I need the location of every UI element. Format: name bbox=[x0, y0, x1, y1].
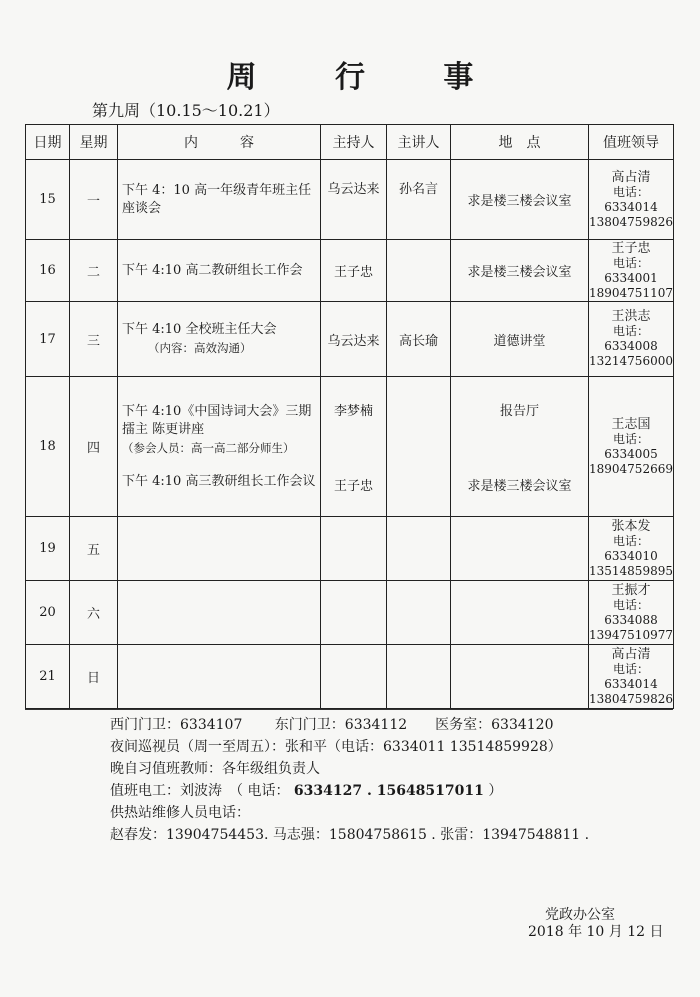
table-row bbox=[26, 160, 674, 240]
row-speaker bbox=[387, 517, 451, 581]
row-date: 16 bbox=[26, 240, 70, 302]
table-row bbox=[26, 377, 674, 517]
row-date: 15 bbox=[26, 160, 70, 240]
schedule-table bbox=[25, 124, 674, 709]
leader-phone: 电话：6334008 bbox=[604, 324, 658, 353]
header-speaker: 主讲人 bbox=[387, 125, 451, 160]
table-header-row bbox=[26, 125, 674, 160]
row-host bbox=[321, 645, 387, 709]
page-title: 周 行 事 bbox=[226, 60, 508, 95]
row-weekday: 三 bbox=[70, 302, 118, 377]
leader-phone: 电话：6334005 bbox=[604, 431, 658, 461]
row-weekday: 五 bbox=[70, 517, 118, 581]
row-speaker: 孙名言 bbox=[387, 160, 451, 240]
row-speaker bbox=[387, 240, 451, 302]
leader-mobile: 18904752669 bbox=[589, 461, 673, 476]
content-line: 下午 4:10 全校班主任大会 bbox=[122, 322, 277, 337]
content-line: 下午 4:10《中国诗词大会》三期擂主 陈更讲座 bbox=[122, 403, 312, 437]
footer-gates: 西门门卫：6334107 东门门卫：6334112 医务室：6334120 bbox=[110, 717, 554, 733]
signature-office: 党政办公室 bbox=[545, 907, 615, 923]
row-content bbox=[118, 645, 321, 709]
row-leader bbox=[589, 581, 674, 645]
row-weekday: 日 bbox=[70, 645, 118, 709]
footer-heating-label: 供热站维修人员电话： bbox=[110, 805, 250, 821]
row-weekday: 六 bbox=[70, 581, 118, 645]
leader-phone: 电话：6334010 bbox=[604, 533, 658, 563]
row-place bbox=[451, 377, 589, 517]
row-speaker bbox=[387, 377, 451, 517]
footer-study: 晚自习值班教师：各年级组负责人 bbox=[110, 761, 320, 777]
leader-phone: 电话：6334088 bbox=[604, 597, 658, 627]
header-host: 主持人 bbox=[321, 125, 387, 160]
row-host: 乌云达来 bbox=[321, 160, 387, 240]
header-weekday: 星期 bbox=[70, 125, 118, 160]
row-leader bbox=[589, 517, 674, 581]
footer-patrol: 夜间巡视员（周一至周五）：张和平（电话：6334011 13514859928） bbox=[110, 739, 562, 755]
row-leader bbox=[589, 302, 674, 377]
table-row bbox=[26, 581, 674, 645]
row-host bbox=[321, 377, 387, 517]
leader-phone: 电话：6334001 bbox=[604, 255, 658, 285]
row-place bbox=[451, 645, 589, 709]
leader-mobile: 13804759826 bbox=[589, 691, 673, 706]
row-place bbox=[451, 581, 589, 645]
electrician-label: 值班电工：刘波涛 （ 电话： bbox=[110, 783, 290, 799]
leader-mobile: 18904751107 bbox=[589, 285, 673, 300]
row-place: 求是楼三楼会议室 bbox=[451, 240, 589, 302]
week-label: 第九周（10.15～10.21） bbox=[92, 101, 280, 120]
row-date: 17 bbox=[26, 302, 70, 377]
row-place: 求是楼三楼会议室 bbox=[451, 160, 589, 240]
row-speaker bbox=[387, 645, 451, 709]
leader-name: 王洪志 bbox=[611, 309, 651, 324]
leader-phone: 电话：6334014 bbox=[604, 661, 658, 691]
leader-phone: 电话：6334014 bbox=[604, 184, 658, 214]
row-weekday: 二 bbox=[70, 240, 118, 302]
row-content bbox=[118, 377, 321, 517]
row-date: 18 bbox=[26, 377, 70, 517]
leader-name: 王子忠 bbox=[611, 240, 651, 256]
leader-name: 王振才 bbox=[611, 582, 651, 598]
electrician-end: ） bbox=[488, 783, 503, 799]
row-host: 王子忠 bbox=[321, 240, 387, 302]
header-content: 内 容 bbox=[118, 125, 321, 160]
row-weekday: 一 bbox=[70, 160, 118, 240]
leader-mobile: 13214756000 bbox=[589, 354, 673, 368]
place-name: 报告厅 bbox=[499, 403, 539, 419]
place-name: 求是楼三楼会议室 bbox=[467, 478, 572, 494]
row-content bbox=[118, 517, 321, 581]
leader-name: 王志国 bbox=[611, 416, 651, 432]
electrician-phones: 6334127 . 15648517011 bbox=[293, 783, 484, 799]
content-line: 下午 4:10 高三教研组长工作会议 bbox=[122, 473, 316, 489]
leader-mobile: 13514859895 bbox=[589, 563, 673, 578]
header-leader: 值班领导 bbox=[589, 125, 674, 160]
row-leader bbox=[589, 160, 674, 240]
row-leader bbox=[589, 240, 674, 302]
table-bottom-rule bbox=[25, 709, 673, 710]
row-speaker: 高长瑜 bbox=[387, 302, 451, 377]
table-row bbox=[26, 645, 674, 709]
leader-mobile: 13804759826 bbox=[589, 214, 673, 229]
row-leader bbox=[589, 377, 674, 517]
content-note: （参会人员：高一高二部分师生） bbox=[122, 440, 295, 455]
row-date: 20 bbox=[26, 581, 70, 645]
header-date: 日期 bbox=[26, 125, 70, 160]
header-place: 地 点 bbox=[451, 125, 589, 160]
leader-name: 高占清 bbox=[611, 646, 651, 662]
row-content bbox=[118, 240, 321, 302]
row-place: 道德讲堂 bbox=[451, 302, 589, 377]
host-name: 李梦楠 bbox=[333, 403, 373, 419]
row-date: 19 bbox=[26, 517, 70, 581]
row-content bbox=[118, 581, 321, 645]
row-content bbox=[118, 302, 321, 377]
row-leader bbox=[589, 645, 674, 709]
host-name: 王子忠 bbox=[333, 478, 373, 494]
row-content bbox=[118, 160, 321, 240]
signature-date: 2018 年 10 月 12 日 bbox=[528, 924, 664, 940]
row-host: 乌云达来 bbox=[321, 302, 387, 377]
table-row bbox=[26, 517, 674, 581]
footer-electrician bbox=[110, 780, 502, 800]
table-row bbox=[26, 302, 674, 377]
content-line: 下午 4:10 高二教研组长工作会 bbox=[122, 262, 303, 278]
row-date: 21 bbox=[26, 645, 70, 709]
content-line: 下午 4：10 高一年级青年班主任座谈会 bbox=[122, 182, 312, 216]
footer-heating: 赵春发：13904754453. 马志强：15804758615 . 张雷：13947548811 . bbox=[110, 827, 590, 843]
leader-mobile: 13947510977 bbox=[589, 627, 673, 642]
leader-name: 张本发 bbox=[611, 518, 651, 534]
row-weekday: 四 bbox=[70, 377, 118, 517]
row-place bbox=[451, 517, 589, 581]
content-note: （内容：高效沟通） bbox=[148, 341, 252, 355]
row-speaker bbox=[387, 581, 451, 645]
row-host bbox=[321, 517, 387, 581]
row-host bbox=[321, 581, 387, 645]
table-row bbox=[26, 240, 674, 302]
leader-name: 高占清 bbox=[611, 169, 651, 185]
